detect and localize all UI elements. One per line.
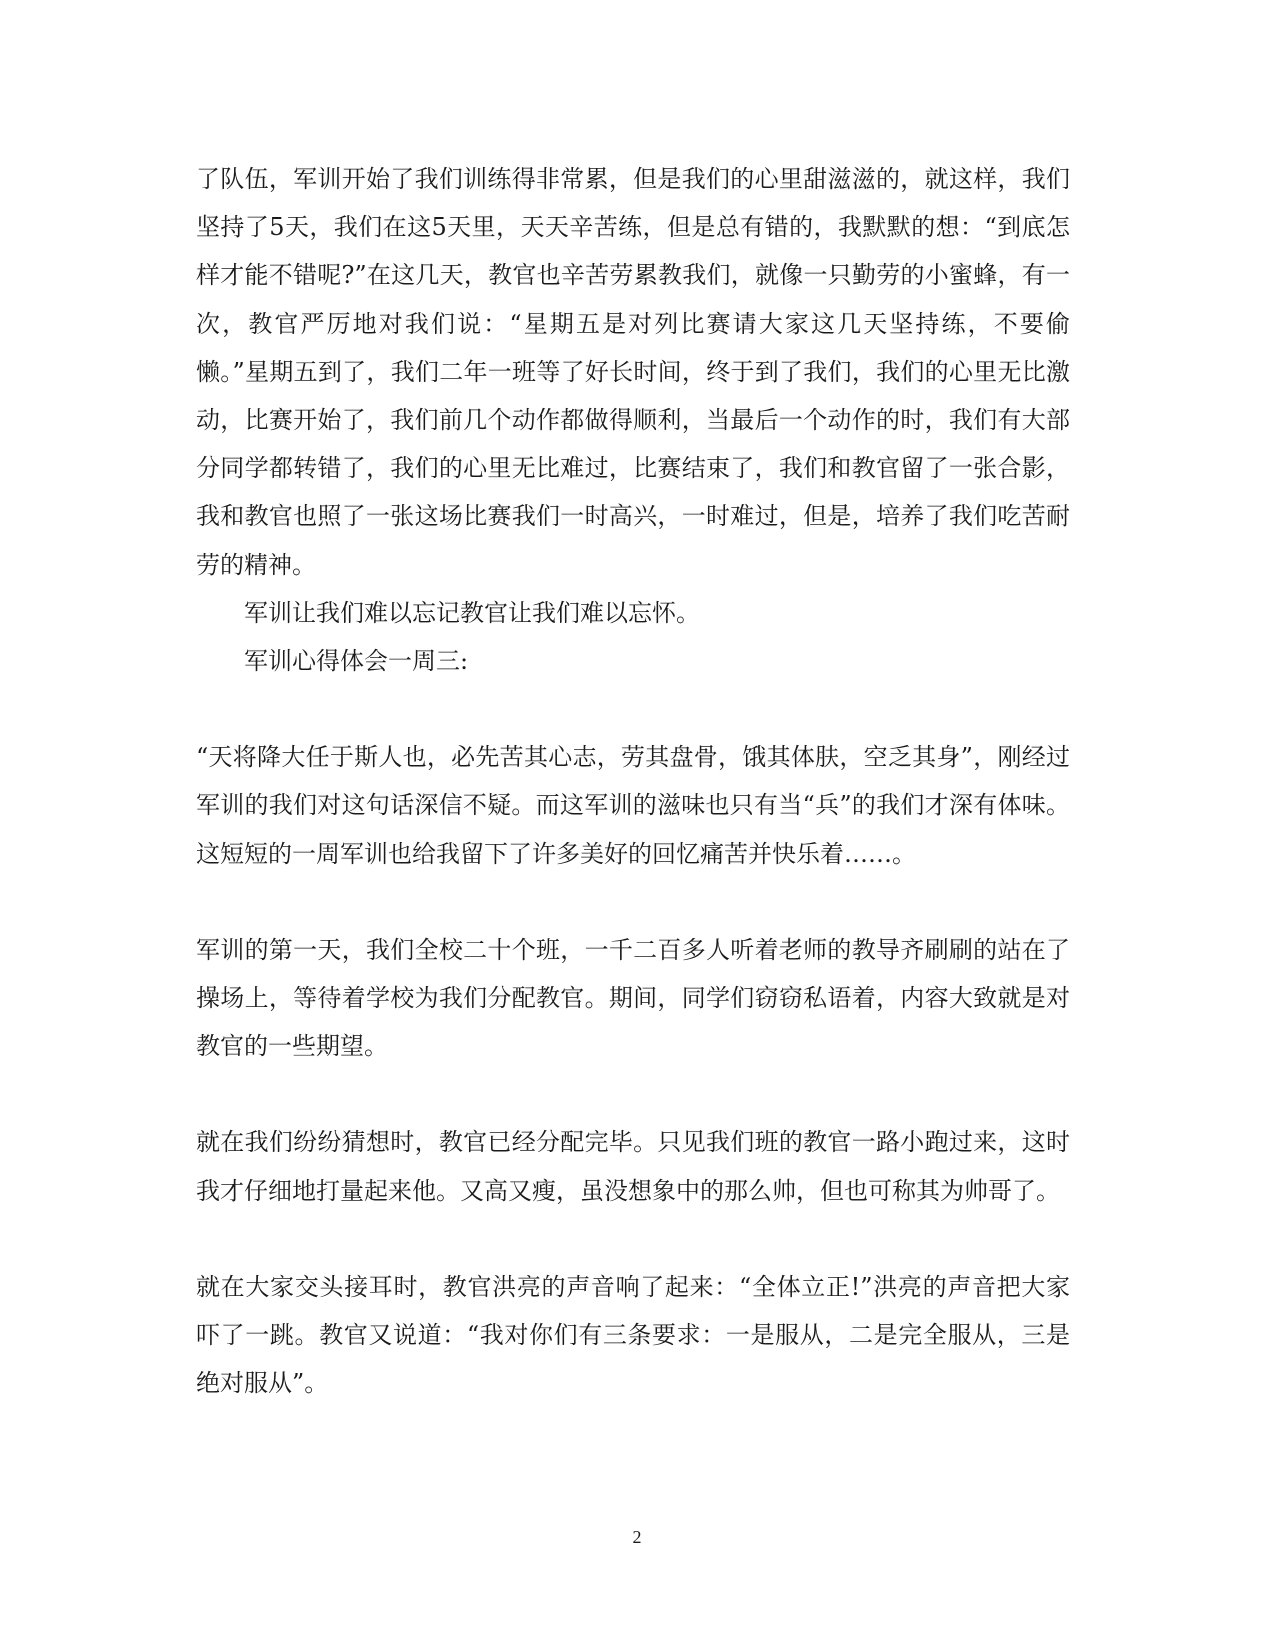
paragraph-first-day: 军训的第一天，我们全校二十个班，一千二百多人听着老师的教导齐刷刷的站在了操场上，等待着学校为我们分配教官。期间，同学们窃窃私语着，内容大致就是对教官的一些期望。 — [196, 935, 1070, 1061]
page-number: 2 — [632, 1527, 642, 1547]
paragraph-training-story: 了队伍，军训开始了我们训练得非常累，但是我们的心里甜滋滋的，就这样，我们坚持了5天，我们在这5天里，天天辛苦练，但是总有错的，我默默的想：“到底怎样才能不错呢?”在这几天，教官也辛苦劳累教我们，就像一只勤劳的小蜜蜂，有一次，教官严厉地对我们说：“星期五是对列比赛请大家这几天坚持练，不要偷懒。”星期五到了，我们二年一班等了好长时间，终于到了我们，我们的心里无比激动，比赛开始了，我们前几个动作都做得顺利，当最后一个动作的时，我们有大部分同学都转错了，我们的心里无比难过，比赛结束了，我们和教官留了一张合影，我和教官也照了一张这场比赛我们一时高兴，一时难过，但是，培养了我们吃苦耐劳的精神。 — [196, 165, 1070, 579]
paragraph-attention-command: 就在大家交头接耳时，教官洪亮的声音响了起来：“全体立正!”洪亮的声音把大家吓了一跳。教官又说道：“我对你们有三条要求：一是服从，二是完全服从，三是绝对服从”。 — [196, 1272, 1070, 1398]
section-heading-week-three: 军训心得体会一周三: — [244, 647, 469, 676]
paragraph-unforgettable: 军训让我们难以忘记教官让我们难以忘怀。 — [244, 598, 700, 627]
document-body — [196, 155, 1070, 1407]
paragraph-instructor-arrives: 就在我们纷纷猜想时，教官已经分配完毕。只见我们班的教官一路小跑过来，这时我才仔细地打量起来他。又高又瘦，虽没想象中的那么帅，但也可称其为帅哥了。 — [196, 1128, 1070, 1205]
paragraph-quote: “天将降大任于斯人也，必先苦其心志，劳其盘骨，饿其体肤，空乏其身”，刚经过军训的我们对这句话深信不疑。而这军训的滋味也只有当“兵”的我们才深有体味。这短短的一周军训也给我留下了许多美好的回忆痛苦并快乐着……。 — [196, 743, 1070, 868]
